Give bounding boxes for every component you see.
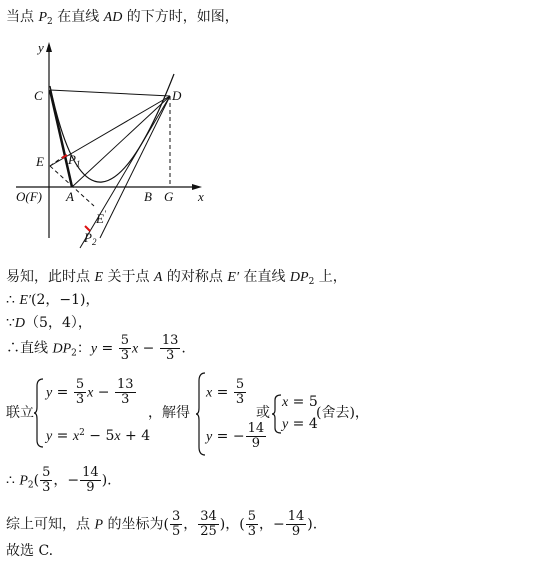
- text: ).: [307, 516, 318, 533]
- fraction: [119, 334, 131, 363]
- because-symbol: ∵: [6, 315, 15, 331]
- text: ，−: [258, 516, 285, 533]
- line-dp2: DP: [52, 341, 72, 357]
- brace-left-2: [196, 372, 206, 456]
- text: 综上可知，点: [6, 516, 95, 533]
- label-y: y: [38, 40, 44, 55]
- var-x: x: [87, 385, 94, 401]
- label-p1: $P_1$: [68, 152, 81, 169]
- var-y: y: [90, 341, 98, 357]
- segment-ca: [50, 90, 72, 187]
- numerator: 5: [235, 377, 245, 392]
- var-x: x: [132, 341, 139, 357]
- point-p: P: [19, 473, 28, 489]
- var-x: x: [206, 385, 213, 401]
- text: −: [138, 340, 159, 357]
- text: )，: [219, 516, 240, 533]
- text: + 4: [120, 428, 151, 444]
- text: =: [52, 384, 73, 401]
- denominator: 9: [251, 436, 260, 451]
- lead-text: 联立: [6, 405, 34, 421]
- numerator: 13: [161, 333, 179, 348]
- intro-text: 在直线: [52, 9, 104, 25]
- text-line-2: [6, 289, 99, 309]
- fraction: [286, 510, 307, 539]
- denominator: 3: [247, 524, 256, 539]
- text: = 5: [288, 394, 318, 410]
- denominator: 25: [200, 524, 217, 539]
- solution2-x: [282, 394, 318, 411]
- label-o: O(F): [16, 189, 42, 204]
- solution-y: [206, 422, 267, 451]
- label-d: D: [172, 88, 182, 103]
- text: .: [181, 340, 186, 357]
- text: ：: [76, 340, 91, 357]
- var-x: x: [72, 429, 80, 444]
- text: (: [163, 516, 169, 533]
- brace-left-1: [34, 378, 44, 448]
- text-line-1: [6, 266, 347, 287]
- fraction: [246, 422, 267, 451]
- fraction: [80, 466, 101, 495]
- solution2-y: [282, 416, 318, 433]
- denominator: 9: [86, 480, 95, 495]
- text: ，: [183, 516, 198, 533]
- numerator: 13: [117, 377, 134, 392]
- point-e-prime: E′: [227, 270, 240, 285]
- therefore-symbol: ∴: [6, 292, 20, 308]
- label-c: C: [34, 88, 43, 103]
- text: 易知，此时点: [6, 269, 95, 285]
- point-d: D: [14, 316, 26, 331]
- label-x: x: [198, 189, 204, 204]
- text: 关于点: [103, 269, 154, 285]
- or-text: 或: [256, 405, 270, 421]
- fraction: [198, 510, 219, 539]
- segment-cd: [50, 90, 170, 96]
- text: 的对称点: [162, 269, 228, 285]
- fraction: [160, 334, 181, 363]
- text: =: [212, 384, 233, 401]
- fraction: [115, 378, 136, 407]
- fraction: [246, 510, 258, 539]
- subscript: 2: [27, 480, 34, 491]
- fraction: [40, 466, 52, 495]
- line-extra: [100, 96, 170, 238]
- point-p: P: [94, 517, 104, 533]
- text: 的坐标为: [103, 516, 164, 533]
- text: − 5: [84, 428, 115, 444]
- numerator: 34: [200, 509, 217, 524]
- text-line-3: [6, 312, 92, 332]
- text: = −: [212, 428, 245, 445]
- coords: (2，−1)，: [30, 292, 100, 308]
- label-b: B: [144, 189, 152, 204]
- text: ，−: [53, 472, 80, 489]
- discard-text: (舍去)，: [316, 405, 369, 421]
- numerator: 5: [247, 509, 256, 524]
- denominator: 3: [235, 392, 245, 407]
- denominator: 9: [291, 524, 301, 539]
- numerator: 5: [75, 377, 85, 392]
- geometry-figure: [0, 38, 215, 253]
- line-dp2: DP: [289, 270, 309, 285]
- label-p2: $P_2$: [84, 230, 97, 247]
- numerator: 14: [82, 465, 99, 480]
- denominator: 3: [120, 348, 129, 363]
- intro-text: 的下方时，如图，: [122, 9, 239, 25]
- therefore-symbol: ∴: [6, 472, 20, 489]
- y-axis-arrow: [46, 42, 52, 52]
- var-y: y: [282, 417, 289, 432]
- line-ad: AD: [103, 10, 123, 25]
- text: ∴直线: [6, 340, 53, 357]
- text: = 4: [288, 416, 318, 432]
- text: (: [239, 516, 245, 533]
- var-y: y: [206, 429, 213, 445]
- text-line-7: [6, 510, 317, 539]
- point-e-prime: E′: [19, 293, 31, 308]
- subscript: 2: [71, 348, 77, 359]
- line-dp2: [80, 96, 170, 248]
- system-eq-2: [46, 428, 150, 445]
- intro-line: [6, 6, 239, 27]
- fraction: [234, 378, 246, 407]
- text-line-6: [6, 466, 112, 495]
- text: 上，: [314, 269, 347, 285]
- text-line-4: [6, 334, 186, 363]
- point-p: P: [38, 10, 48, 25]
- point-e: E: [94, 270, 104, 285]
- subscript: 2: [308, 277, 315, 287]
- var-y: y: [46, 429, 53, 444]
- line-ad: [72, 96, 170, 187]
- label-e: E: [36, 154, 44, 169]
- solve-text: ，解得: [148, 405, 190, 421]
- text: ).: [101, 472, 112, 489]
- label-e-prime: E′: [96, 209, 106, 226]
- var-x: x: [282, 395, 289, 410]
- text: −: [93, 384, 114, 401]
- denominator: 3: [42, 480, 51, 495]
- point-a: A: [153, 270, 163, 285]
- var-y: y: [46, 385, 53, 401]
- denominator: 5: [171, 524, 181, 539]
- text: =: [52, 428, 73, 444]
- numerator: 3: [171, 509, 181, 524]
- superscript: 2: [79, 428, 85, 438]
- numerator: 14: [287, 509, 305, 524]
- fraction: [170, 510, 182, 539]
- intro-text: 当点: [6, 9, 39, 25]
- numerator: 5: [42, 465, 51, 480]
- solution-x: [206, 378, 247, 407]
- fraction: [74, 378, 86, 407]
- system-eq-1: [46, 378, 137, 407]
- subscript: 2: [47, 17, 53, 27]
- var-x: x: [114, 429, 121, 444]
- label-a: A: [66, 189, 74, 204]
- label-g: G: [164, 189, 174, 204]
- numerator: 14: [247, 421, 265, 436]
- text: (: [33, 472, 40, 489]
- answer-line: 故选 C.: [6, 543, 54, 559]
- coords: （5，4），: [25, 315, 92, 331]
- numerator: 5: [120, 333, 129, 348]
- denominator: 3: [75, 392, 85, 407]
- denominator: 3: [121, 392, 130, 407]
- text: =: [97, 340, 118, 357]
- brace-left-3: [272, 394, 282, 434]
- denominator: 3: [165, 348, 175, 363]
- text: 在直线: [239, 269, 290, 285]
